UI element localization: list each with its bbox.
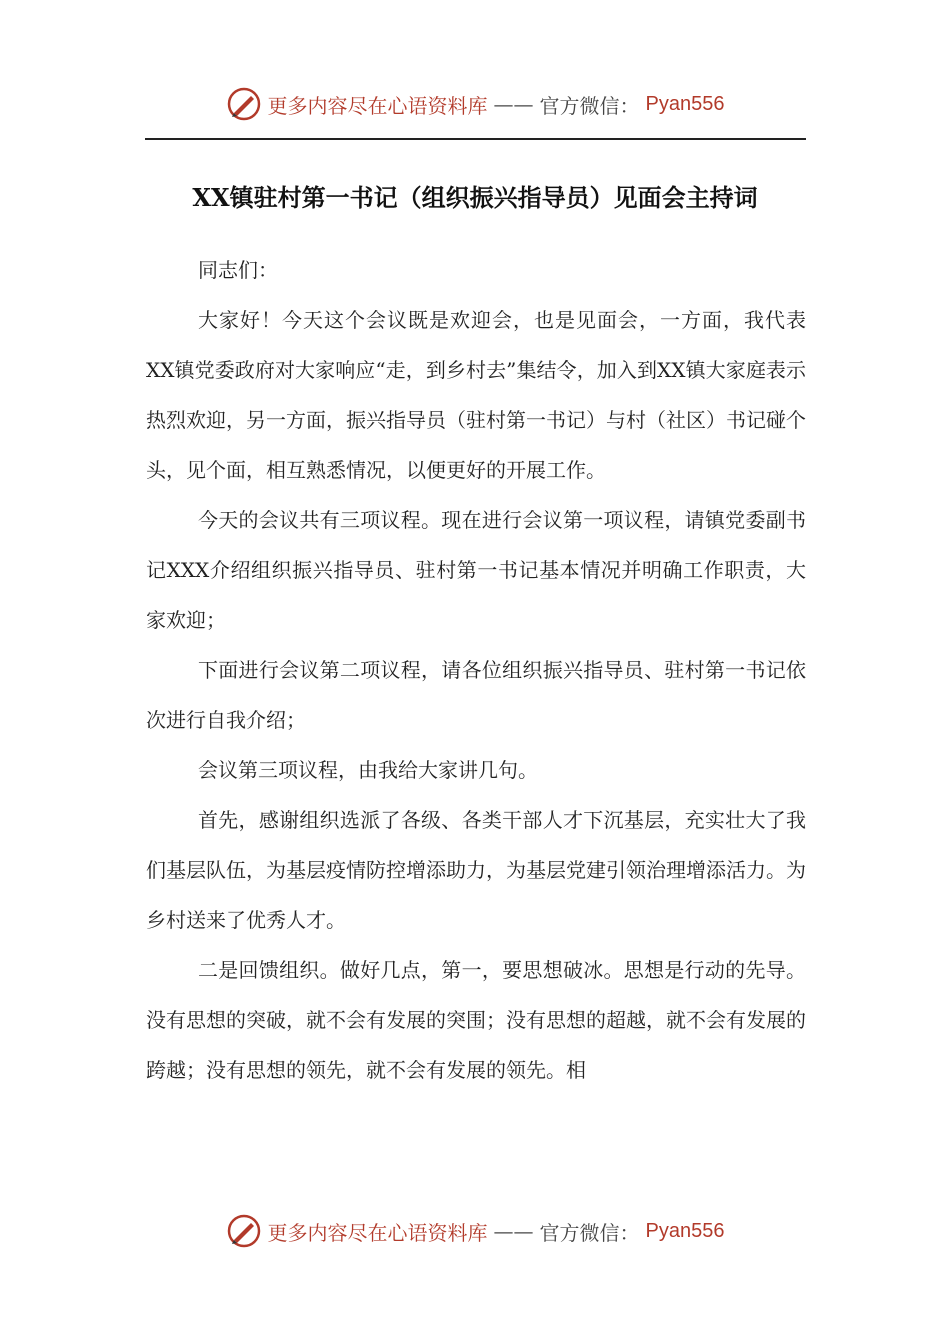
banner-slogan: 更多内容尽在心语资料库 <box>267 93 488 118</box>
banner-dash: —— <box>493 1219 534 1243</box>
banner-dash: —— <box>493 92 534 116</box>
banner-wechat-label: 官方微信： <box>539 93 640 118</box>
paragraph: 会议第三项议程，由我给大家讲几句。 <box>198 758 538 782</box>
banner-wechat-id: Pyan556 <box>645 1219 725 1242</box>
paragraph: 二是回馈组织。做好几点，第一，要思想破冰。思想是行动的先导。没有思想的突破，就不会有发展的突围；没有思想的超越，就不会有发展的跨越；没有思想的领先，就不会有发展的领先。相 <box>146 958 806 1082</box>
document-body <box>146 245 806 1095</box>
banner-slogan: 更多内容尽在心语资料库 <box>267 1220 488 1245</box>
paragraph: 下面进行会议第二项议程，请各位组织振兴指导员、驻村第一书记依次进行自我介绍； <box>146 658 806 732</box>
pen-logo-icon <box>226 1213 262 1249</box>
banner-wechat-id: Pyan556 <box>645 92 725 115</box>
banner-wechat-label: 官方微信： <box>539 1220 640 1245</box>
header-banner <box>0 84 950 124</box>
pen-logo-icon <box>226 86 262 122</box>
footer-banner <box>0 1211 950 1251</box>
paragraph: 大家好！今天这个会议既是欢迎会，也是见面会，一方面，我代表XX镇党委政府对大家响应“走，到乡村去”集结令，加入到XX镇大家庭表示热烈欢迎，另一方面，振兴指导员（驻村第一书记）与村（社区）书记碰个头，见个面，相互熟悉情况，以便更好的开展工作。 <box>146 308 806 482</box>
paragraph: 今天的会议共有三项议程。现在进行会议第一项议程，请镇党委副书记XXX介绍组织振兴指导员、驻村第一书记基本情况并明确工作职责，大家欢迎； <box>146 508 806 632</box>
paragraph: 首先，感谢组织选派了各级、各类干部人才下沉基层，充实壮大了我们基层队伍，为基层疫情防控增添助力，为基层党建引领治理增添活力。为乡村送来了优秀人才。 <box>146 808 806 932</box>
salutation: 同志们： <box>198 258 278 282</box>
document-title: XX镇驻村第一书记（组织振兴指导员）见面会主持词 <box>192 183 758 212</box>
header-divider <box>145 138 806 140</box>
